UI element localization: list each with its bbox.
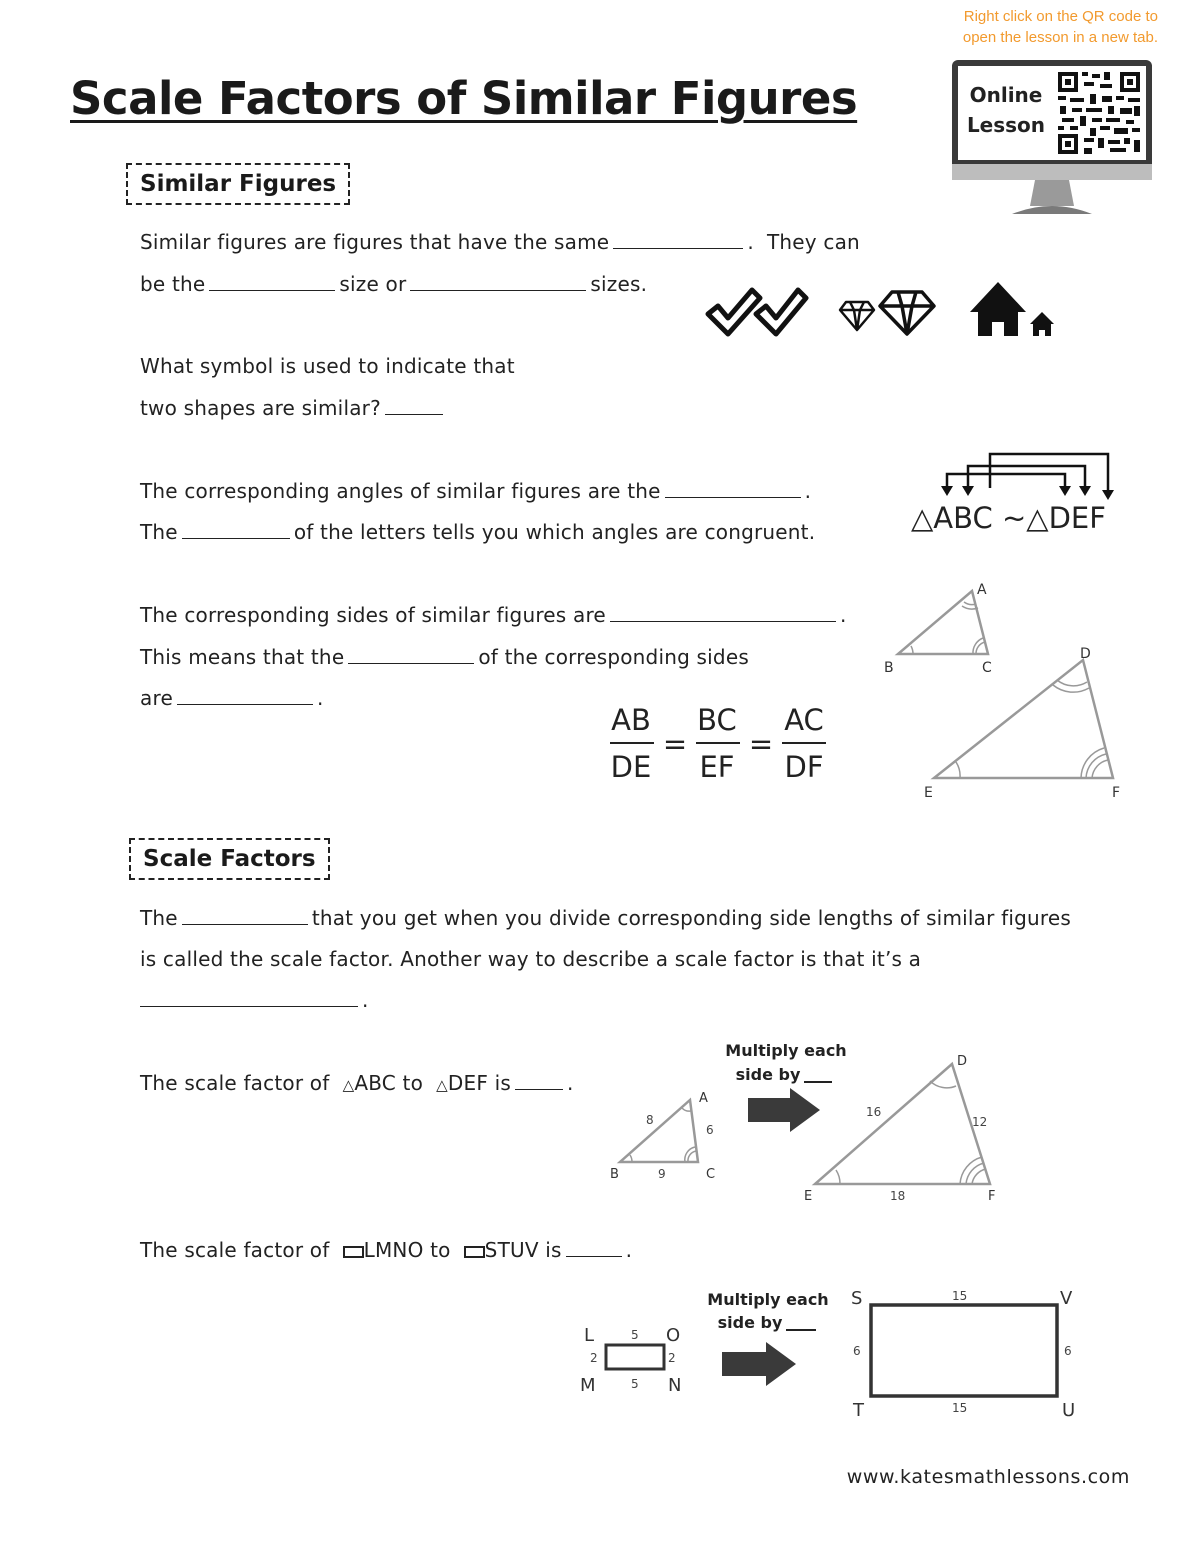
qr-code[interactable] <box>1056 70 1142 156</box>
sides-line-2-text-b: of the corresponding sides <box>478 645 749 669</box>
similar-line-1: Similar figures are figures that have the same . They can <box>140 230 860 254</box>
blank-similar-symbol[interactable] <box>385 413 443 415</box>
similarity-statement: △ABC ~△DEF <box>911 501 1106 535</box>
right-arrow-icon <box>722 1342 796 1386</box>
scale-factor-rectangles-diagram <box>574 1282 1084 1424</box>
scale-line-1-text-b: that you get when you divide corresponding side lengths of similar figures <box>311 906 1071 930</box>
blank-ratio[interactable] <box>182 923 308 925</box>
rect1-side-left: 2 <box>590 1351 598 1365</box>
triangle-icon: △ <box>436 1076 448 1094</box>
diamond-icon-small <box>840 302 874 330</box>
similar-examples-icons <box>700 278 1070 344</box>
tri2-vertex-f: F <box>988 1189 996 1204</box>
qr-note-line-2: open the lesson in a new tab. <box>962 29 1158 46</box>
blank-scale-factor-2[interactable] <box>566 1255 622 1257</box>
website-url[interactable]: www.katesmathlessons.com <box>846 1466 1130 1488</box>
side-ratio-equation <box>600 698 840 790</box>
tri1-vertex-b: B <box>610 1167 619 1182</box>
rect2-side-top: 15 <box>952 1289 968 1303</box>
ratio-denominator-1: DE <box>610 750 652 784</box>
vertex-label-c: C <box>982 660 992 676</box>
rect1-side-bottom: 5 <box>631 1377 639 1391</box>
sides-line-1-text: The corresponding sides of similar figures are <box>140 603 606 627</box>
similar-line-1-text-b: They can <box>767 230 860 254</box>
ratio-numerator-3: AC <box>784 703 824 737</box>
blank-same-what[interactable] <box>613 247 743 249</box>
checkmark-icon-large <box>708 290 760 334</box>
scale-question-2-shape-2: STUV is <box>484 1238 562 1262</box>
equals-sign-2: = <box>748 727 774 761</box>
sides-line-2-text-a: This means that the <box>140 645 345 669</box>
large-triangle-def <box>815 1064 990 1184</box>
ratio-denominator-3: DF <box>784 750 824 784</box>
rect2-vertex-u: U <box>1062 1400 1076 1421</box>
ratio-numerator-1: AB <box>611 703 651 737</box>
right-arrow-icon <box>748 1088 820 1132</box>
vertex-label-e: E <box>924 785 933 801</box>
angles-line-2-text-a: The <box>140 520 178 544</box>
scale-factor-triangles-diagram <box>600 1036 1020 1212</box>
multiply-label-2-line-1: Multiply each <box>707 1290 829 1309</box>
multiply-label-1-line-2: side by <box>735 1065 801 1084</box>
similar-triangles-diagram <box>870 578 1130 808</box>
blank-equal[interactable] <box>177 703 313 705</box>
sides-line-2 <box>140 645 749 669</box>
scale-factors-heading: Scale Factors <box>129 838 330 880</box>
sides-line-3-text: are <box>140 686 173 710</box>
qr-note-line-1: Right click on the QR code to <box>963 8 1158 25</box>
multiply-label-1-line-1: Multiply each <box>725 1041 847 1060</box>
angles-line-1: The corresponding angles of similar figures are the . <box>140 479 812 503</box>
scale-line-2: is called the scale factor. Another way to describe a scale factor is that it’s a <box>140 947 922 971</box>
scale-question-2-shape-1: LMNO to <box>363 1238 451 1262</box>
scale-question-1: The scale factor of △ABC to △DEF is . <box>140 1071 574 1095</box>
arrowheads <box>941 486 1114 500</box>
blank-scale-factor-1[interactable] <box>515 1088 563 1090</box>
tri2-vertex-d: D <box>957 1054 968 1069</box>
equals-sign-1: = <box>662 727 688 761</box>
page-title: Scale Factors of Similar Figures <box>70 72 858 125</box>
tri1-vertex-c: C <box>706 1167 716 1182</box>
scale-question-2-text: The scale factor of <box>140 1238 330 1262</box>
scale-line-3: . <box>140 988 369 1012</box>
qr-instruction-note <box>900 6 1158 48</box>
tri2-side-ef: 18 <box>890 1189 906 1203</box>
rectangle-icon <box>464 1246 485 1258</box>
lesson-label: Lesson <box>966 113 1046 137</box>
small-rectangle-lmno <box>606 1345 664 1369</box>
triangle-def-angle-marks <box>956 680 1108 778</box>
rect2-vertex-s: S <box>851 1288 863 1309</box>
similar-line-2-text-a: be the <box>140 272 206 296</box>
angles-line-2 <box>140 520 815 544</box>
angles-line-1-text: The corresponding angles of similar figures are the <box>140 479 661 503</box>
online-label: Online <box>969 83 1043 107</box>
rect2-side-left: 6 <box>853 1344 861 1358</box>
scale-question-1-text: The scale factor of <box>140 1071 330 1095</box>
large-rectangle-stuv <box>871 1305 1057 1396</box>
similar-line-2-text-b: size or <box>339 272 407 296</box>
scale-line-1-text-a: The <box>140 906 178 930</box>
diamond-icon-large <box>880 292 934 334</box>
tri2-vertex-e: E <box>804 1189 813 1204</box>
scale-question-1-shape-1: ABC to <box>354 1071 424 1095</box>
rect2-side-right: 6 <box>1064 1344 1072 1358</box>
rect2-vertex-v: V <box>1060 1288 1073 1309</box>
symbol-question-line-2 <box>140 396 447 420</box>
sides-line-1: The corresponding sides of similar figures are . <box>140 603 847 627</box>
rect1-vertex-l: L <box>584 1325 595 1346</box>
similar-line-1-text-a: Similar figures are figures that have the same <box>140 230 610 254</box>
vertex-label-b: B <box>884 660 894 676</box>
triangle-icon: △ <box>342 1076 355 1094</box>
vertex-label-d: D <box>1080 646 1091 662</box>
blank-angles-same[interactable] <box>665 496 801 498</box>
symbol-question-text: two shapes are similar? <box>140 396 381 420</box>
rectangle-icon <box>343 1246 364 1258</box>
blank-same-size[interactable] <box>209 289 335 291</box>
multiply-label-2-line-2: side by <box>717 1313 783 1332</box>
rect1-side-top: 5 <box>631 1328 639 1342</box>
similar-line-2 <box>140 272 647 296</box>
online-lesson-monitor[interactable] <box>950 58 1154 218</box>
monitor-base <box>1012 206 1092 214</box>
angles-line-2-text-b: of the letters tells you which angles are congruent. <box>293 520 816 544</box>
scale-question-2: The scale factor of LMNO to STUV is . <box>140 1238 633 1262</box>
checkmark-icon-small <box>756 290 806 334</box>
blank-ratios[interactable] <box>348 662 474 664</box>
scale-question-1-shape-2: DEF is <box>447 1071 511 1095</box>
rect2-side-bottom: 15 <box>952 1401 968 1415</box>
similar-figures-heading: Similar Figures <box>126 163 350 205</box>
ratio-numerator-2: BC <box>697 703 737 737</box>
sides-line-3: are . <box>140 686 324 710</box>
rect1-vertex-m: M <box>580 1375 596 1396</box>
house-icon-small <box>1030 312 1054 336</box>
rect2-vertex-t: T <box>853 1400 864 1421</box>
correspondence-diagram <box>905 448 1115 538</box>
rect1-vertex-o: O <box>666 1325 681 1346</box>
tri2-side-df: 12 <box>972 1115 988 1129</box>
symbol-question-line-1: What symbol is used to indicate that <box>140 354 515 378</box>
blank-sides-proportional[interactable] <box>610 620 836 622</box>
rect1-vertex-n: N <box>668 1375 682 1396</box>
similar-line-2-text-c: sizes. <box>590 272 648 296</box>
rect1-side-right: 2 <box>668 1351 676 1365</box>
blank-different-sizes[interactable] <box>410 289 586 291</box>
tri1-vertex-a: A <box>699 1091 708 1106</box>
blank-multiplier[interactable] <box>140 1005 358 1007</box>
tri1-side-ac: 6 <box>706 1123 714 1137</box>
scale-line-1 <box>140 906 1071 930</box>
monitor-bezel <box>952 164 1152 180</box>
house-icon-large <box>970 282 1026 336</box>
tri2-side-de: 16 <box>866 1105 882 1119</box>
tri1-side-bc: 9 <box>658 1167 666 1181</box>
blank-letter-order[interactable] <box>182 537 290 539</box>
vertex-label-a: A <box>977 582 987 598</box>
monitor-neck <box>1030 180 1074 206</box>
tri1-side-ab: 8 <box>646 1113 654 1127</box>
ratio-denominator-2: EF <box>699 750 735 784</box>
small-triangle-angle-marks <box>630 1108 696 1162</box>
vertex-label-f: F <box>1112 785 1121 801</box>
